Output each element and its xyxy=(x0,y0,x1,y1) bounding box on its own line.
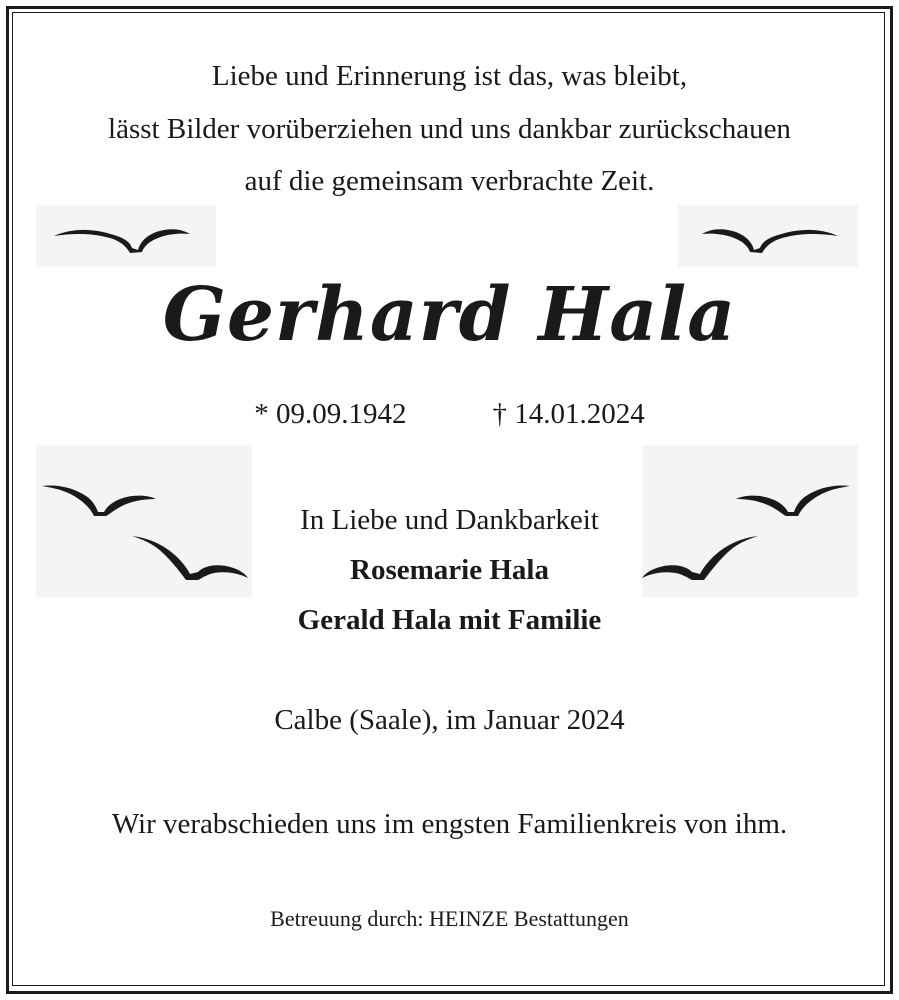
seagull-icon xyxy=(52,222,192,254)
funeral-home: Betreuung durch: HEINZE Bestattungen xyxy=(270,906,629,931)
mourner-name: Gerald Hala mit Familie xyxy=(297,604,602,636)
birth-date: * 09.09.1942 xyxy=(254,398,407,430)
deceased-name: Gerhard Hala xyxy=(162,272,737,358)
life-dates xyxy=(0,398,899,431)
place-date: Calbe (Saale), im Januar 2024 xyxy=(274,704,625,736)
poem-line-2: lässt Bilder vorüberziehen und uns dankbar zurückschauen xyxy=(108,113,791,145)
farewell-note: Wir verabschieden uns im engsten Familienkreis von ihm. xyxy=(111,808,788,840)
poem-line-3: auf die gemeinsam verbrachte Zeit. xyxy=(244,165,655,197)
seagull-icon xyxy=(700,222,840,254)
mourner-name: Rosemarie Hala xyxy=(350,554,549,586)
poem-line-1: Liebe und Erinnerung ist das, was bleibt, xyxy=(211,60,688,92)
death-date: † 14.01.2024 xyxy=(492,398,645,430)
mourners-intro: In Liebe und Dankbarkeit xyxy=(300,504,599,536)
